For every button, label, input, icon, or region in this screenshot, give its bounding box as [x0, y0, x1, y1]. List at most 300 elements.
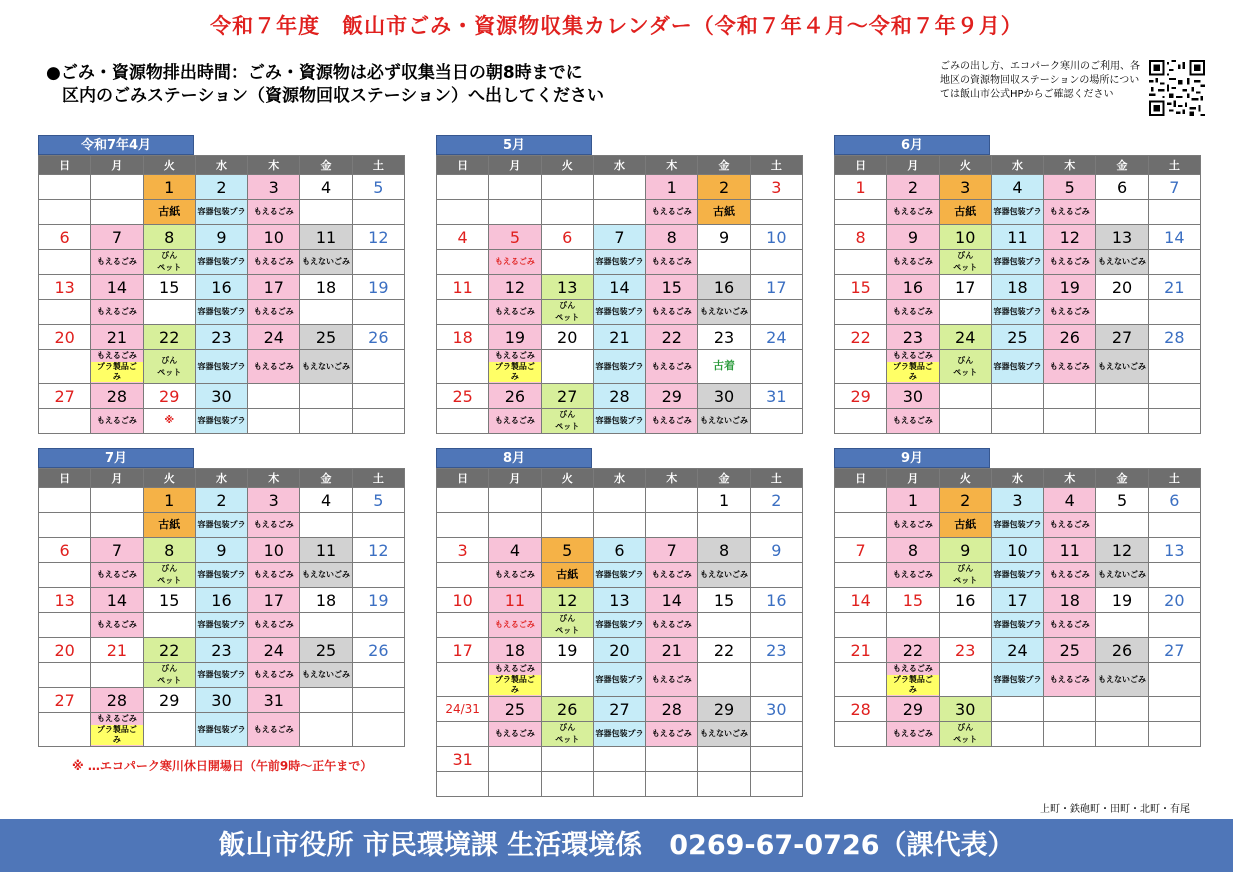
collection-cell — [195, 250, 247, 275]
collection-cell — [750, 250, 802, 275]
empty-cell — [437, 488, 489, 513]
collection-cell — [939, 513, 991, 538]
container-plastic-label: 容器包装プラ — [595, 361, 644, 371]
day-cell — [91, 275, 143, 300]
day-cell — [300, 488, 352, 513]
day-cell — [300, 175, 352, 200]
collection-cell — [195, 300, 247, 325]
collection-cell — [646, 200, 698, 225]
day-cell — [352, 488, 404, 513]
bottles-label: びん — [161, 355, 178, 365]
collection-cell — [39, 613, 91, 638]
day-number: 18 — [315, 277, 337, 297]
footnote: ※ …エコパーク寒川休日開場日（午前9時～正午まで） — [72, 759, 373, 773]
day-number: 9 — [907, 227, 919, 247]
empty-cell — [489, 747, 541, 772]
month-tab: 6月 — [834, 135, 990, 155]
day-cell — [1148, 275, 1200, 300]
collection-cell — [646, 409, 698, 434]
day-cell — [991, 275, 1043, 300]
collection-cell — [437, 300, 489, 325]
day-number: 14 — [106, 277, 128, 297]
day-cell — [541, 325, 593, 350]
day-cell — [1096, 588, 1148, 613]
day-number: 2 — [718, 177, 730, 197]
day-cell — [593, 225, 645, 250]
collection-cell — [541, 409, 593, 434]
month-table — [38, 155, 405, 434]
day-cell — [91, 588, 143, 613]
day-number: 29 — [159, 386, 180, 406]
collection-cell — [39, 713, 91, 747]
collection-cell — [939, 250, 991, 275]
empty-cell — [541, 175, 593, 200]
empty-cell — [1096, 722, 1148, 747]
weekday-header: 土 — [750, 469, 802, 488]
weekday-header: 土 — [750, 156, 802, 175]
day-number: 31 — [263, 690, 284, 710]
day-cell — [887, 175, 939, 200]
collection-cell — [593, 250, 645, 275]
weekday-header: 土 — [1148, 156, 1200, 175]
container-plastic-label: 容器包装プラ — [993, 570, 1042, 579]
collection-cell — [698, 563, 750, 588]
label-row — [39, 409, 405, 434]
empty-cell — [541, 488, 593, 513]
collection-cell — [489, 300, 541, 325]
collection-cell — [593, 300, 645, 325]
empty-cell — [939, 409, 991, 434]
day-cell — [750, 488, 802, 513]
bottles-label: びん — [559, 723, 576, 732]
day-cell — [248, 275, 300, 300]
collection-cell — [750, 513, 802, 538]
day-cell — [835, 638, 887, 663]
day-cell — [750, 384, 802, 409]
day-cell — [887, 225, 939, 250]
day-number: 16 — [902, 277, 924, 297]
weekday-header: 土 — [352, 156, 404, 175]
label-row — [437, 250, 803, 275]
day-number: 21 — [661, 640, 682, 660]
day-number: 24 — [955, 327, 976, 347]
collection-cell — [698, 250, 750, 275]
day-number: 6 — [614, 540, 625, 560]
day-cell — [352, 588, 404, 613]
day-number: 15 — [159, 277, 180, 297]
day-number: 30 — [955, 699, 976, 719]
collection-cell — [39, 250, 91, 275]
month-calendar — [38, 448, 405, 747]
month-table — [834, 155, 1201, 434]
weekday-header-row — [39, 469, 405, 488]
day-cell — [1044, 588, 1096, 613]
day-number: 3 — [1012, 490, 1023, 510]
container-plastic-label: 容器包装プラ — [993, 207, 1042, 216]
label-row — [437, 722, 803, 747]
collection-cell — [991, 663, 1043, 697]
day-number: 24/31 — [445, 702, 480, 716]
plastic-products-label: プラ製品ごみ — [489, 675, 540, 695]
day-number: 16 — [211, 590, 232, 610]
collection-cell — [991, 250, 1043, 275]
collection-cell — [750, 663, 802, 697]
day-cell — [939, 225, 991, 250]
collection-cell — [887, 613, 939, 638]
pet-label: ペット — [157, 263, 182, 272]
burnable-label: もえるごみ — [494, 351, 535, 360]
day-cell — [91, 538, 143, 563]
collection-cell — [593, 409, 645, 434]
day-number: 29 — [713, 699, 735, 719]
weekday-header-row — [437, 469, 803, 488]
day-number: 17 — [1007, 590, 1028, 610]
day-cell — [1044, 488, 1096, 513]
container-plastic-label: 容器包装プラ — [197, 416, 246, 425]
day-cell — [541, 638, 593, 663]
day-number: 27 — [557, 386, 578, 406]
day-number: 27 — [54, 690, 75, 710]
weekday-header: 木 — [248, 156, 300, 175]
bottles-label: びん — [559, 301, 576, 310]
day-number: 15 — [850, 277, 871, 297]
month-table — [38, 468, 405, 747]
day-cell — [489, 697, 541, 722]
container-plastic-label: 容器包装プラ — [197, 724, 246, 734]
collection-cell — [939, 722, 991, 747]
date-row — [39, 384, 405, 409]
day-cell — [698, 538, 750, 563]
day-number: 28 — [850, 699, 871, 719]
old-clothes-label: 古着 — [713, 359, 736, 372]
day-cell — [1148, 538, 1200, 563]
empty-cell — [1096, 384, 1148, 409]
collection-cell — [991, 563, 1043, 588]
day-cell — [437, 638, 489, 663]
day-cell — [646, 697, 698, 722]
day-number: 16 — [766, 590, 787, 610]
day-cell — [300, 538, 352, 563]
container-plastic-label: 容器包装プラ — [993, 307, 1042, 316]
collection-cell — [698, 300, 750, 325]
collection-cell — [750, 200, 802, 225]
collection-cell — [593, 350, 645, 384]
day-number: 26 — [1111, 640, 1133, 660]
collection-cell — [887, 300, 939, 325]
day-number: 17 — [955, 277, 976, 297]
day-number: 5 — [373, 490, 384, 510]
burnable-label: もえるごみ — [96, 620, 137, 629]
weekday-header: 金 — [1096, 469, 1148, 488]
day-number: 7 — [855, 540, 866, 560]
collection-cell — [646, 300, 698, 325]
empty-cell — [593, 513, 645, 538]
bottles-label: びん — [957, 723, 974, 732]
collection-cell — [887, 563, 939, 588]
day-number: 14 — [850, 590, 871, 610]
collection-cell — [698, 200, 750, 225]
day-cell — [352, 225, 404, 250]
day-number: 4 — [509, 540, 521, 560]
weekday-header: 火 — [939, 156, 991, 175]
day-cell — [887, 588, 939, 613]
day-cell — [489, 384, 541, 409]
day-cell — [143, 175, 195, 200]
collection-cell — [698, 409, 750, 434]
day-cell — [1148, 488, 1200, 513]
empty-cell — [91, 175, 143, 200]
day-number: 28 — [1164, 327, 1185, 347]
nonburnable-label: もえないごみ — [302, 670, 351, 679]
day-number: 24 — [1007, 640, 1028, 660]
date-row — [437, 325, 803, 350]
collection-cell — [541, 250, 593, 275]
day-number: 22 — [661, 327, 682, 347]
day-number: 11 — [315, 540, 337, 560]
nonburnable-label: もえないごみ — [1098, 674, 1147, 684]
collection-cell — [939, 300, 991, 325]
day-cell — [835, 538, 887, 563]
day-cell — [437, 747, 489, 772]
day-cell — [1148, 638, 1200, 663]
weekday-header: 火 — [939, 469, 991, 488]
empty-cell — [1148, 697, 1200, 722]
label-row — [437, 300, 803, 325]
collection-cell — [143, 513, 195, 538]
weekday-header-row — [835, 469, 1201, 488]
plastic-products-label: プラ製品ごみ — [91, 362, 142, 382]
day-number: 1 — [164, 490, 175, 510]
month-table — [834, 468, 1201, 747]
burnable-label: もえるごみ — [96, 416, 137, 425]
weekday-header: 金 — [300, 156, 352, 175]
day-cell — [352, 638, 404, 663]
month-table — [436, 155, 803, 434]
day-number: 3 — [457, 540, 468, 560]
label-row — [437, 200, 803, 225]
weekday-header: 日 — [39, 469, 91, 488]
day-cell — [991, 488, 1043, 513]
collection-cell — [489, 613, 541, 638]
collection-cell — [1096, 513, 1148, 538]
date-row — [39, 225, 405, 250]
collection-cell — [300, 300, 352, 325]
burnable-label: もえるごみ — [253, 361, 294, 371]
day-cell — [1148, 325, 1200, 350]
day-number: 27 — [1111, 327, 1133, 347]
label-row — [437, 613, 803, 638]
date-row — [437, 225, 803, 250]
burnable-label: もえるごみ — [1049, 207, 1090, 216]
collection-cell — [39, 409, 91, 434]
day-cell — [1044, 325, 1096, 350]
empty-cell — [300, 713, 352, 747]
day-number: 24 — [263, 327, 284, 347]
date-row — [835, 275, 1201, 300]
collection-cell — [437, 663, 489, 697]
day-number: 4 — [320, 490, 332, 510]
day-cell — [143, 384, 195, 409]
collection-cell — [1096, 663, 1148, 697]
day-cell — [646, 538, 698, 563]
day-cell — [646, 175, 698, 200]
plastic-products-label: プラ製品ごみ — [91, 725, 142, 745]
day-number: 11 — [1059, 540, 1080, 560]
day-number: 5 — [1064, 177, 1075, 197]
date-row — [835, 225, 1201, 250]
day-number: 23 — [766, 640, 787, 660]
empty-cell — [91, 488, 143, 513]
collection-cell — [698, 613, 750, 638]
day-number: 9 — [771, 540, 782, 560]
collection-cell — [750, 563, 802, 588]
day-cell — [939, 538, 991, 563]
bottles-label: びん — [161, 564, 178, 573]
day-cell — [91, 325, 143, 350]
collection-cell — [1096, 350, 1148, 384]
day-number: 14 — [661, 590, 682, 610]
collection-cell — [1148, 250, 1200, 275]
day-number: 28 — [106, 386, 128, 406]
collection-cell — [195, 350, 247, 384]
collection-cell — [143, 300, 195, 325]
day-cell — [1044, 538, 1096, 563]
day-cell — [541, 275, 593, 300]
collection-cell — [91, 563, 143, 588]
day-number: 14 — [106, 590, 128, 610]
collection-cell — [300, 350, 352, 384]
collection-cell — [1148, 513, 1200, 538]
empty-cell — [1148, 384, 1200, 409]
pet-label: ペット — [555, 422, 580, 431]
collection-cell — [939, 563, 991, 588]
collection-cell — [300, 613, 352, 638]
day-number: 26 — [504, 386, 526, 406]
collection-cell — [835, 250, 887, 275]
day-cell — [143, 588, 195, 613]
day-number: 25 — [1059, 640, 1080, 660]
day-cell — [489, 538, 541, 563]
day-cell — [39, 225, 91, 250]
collection-cell — [593, 613, 645, 638]
day-number: 12 — [1111, 540, 1133, 560]
burnable-label: もえるごみ — [651, 729, 692, 738]
burnable-label: もえるごみ — [892, 416, 933, 425]
qr-code-icon[interactable] — [1149, 60, 1205, 116]
bottles-label: びん — [957, 564, 974, 573]
collection-cell — [1096, 613, 1148, 638]
day-cell — [835, 225, 887, 250]
weekday-header: 火 — [541, 156, 593, 175]
day-cell — [646, 638, 698, 663]
day-cell — [939, 275, 991, 300]
collection-cell — [195, 713, 247, 747]
collection-cell — [887, 409, 939, 434]
day-cell — [593, 697, 645, 722]
day-number: 19 — [368, 277, 389, 297]
day-cell — [991, 225, 1043, 250]
collection-cell — [195, 409, 247, 434]
weekday-header: 月 — [489, 469, 541, 488]
day-cell — [835, 697, 887, 722]
date-row — [437, 697, 803, 722]
burnable-label: もえるごみ — [1049, 674, 1090, 684]
collection-cell — [195, 613, 247, 638]
day-cell — [593, 384, 645, 409]
day-cell — [991, 588, 1043, 613]
month-tab: 8月 — [436, 448, 592, 468]
day-number: 22 — [902, 640, 924, 660]
day-cell — [248, 688, 300, 713]
collection-cell — [352, 613, 404, 638]
empty-cell — [698, 747, 750, 772]
date-row — [437, 588, 803, 613]
day-number: 29 — [159, 690, 180, 710]
empty-cell — [835, 513, 887, 538]
collection-cell — [143, 663, 195, 688]
day-cell — [39, 384, 91, 409]
empty-cell — [352, 384, 404, 409]
label-row — [835, 613, 1201, 638]
collection-cell — [1044, 613, 1096, 638]
burnable-label: もえるごみ — [253, 670, 294, 679]
collection-cell — [195, 563, 247, 588]
day-cell — [143, 225, 195, 250]
day-number: 5 — [1116, 490, 1128, 510]
empty-cell — [698, 772, 750, 797]
day-number: 9 — [718, 227, 730, 247]
day-number: 2 — [960, 490, 971, 510]
label-row — [437, 409, 803, 434]
burnable-label: もえるごみ — [892, 520, 933, 529]
day-number: 20 — [1111, 277, 1133, 297]
disposal-notice — [46, 62, 604, 108]
day-number: 14 — [609, 277, 630, 297]
date-row — [437, 747, 803, 772]
day-cell — [352, 538, 404, 563]
day-number: 9 — [216, 540, 227, 560]
weekday-header: 月 — [91, 156, 143, 175]
empty-cell — [541, 513, 593, 538]
label-row — [835, 200, 1201, 225]
collection-cell — [835, 613, 887, 638]
burnable-label: もえるごみ — [651, 570, 692, 579]
day-cell — [437, 384, 489, 409]
day-cell — [437, 538, 489, 563]
day-number: 10 — [452, 590, 473, 610]
weekday-header: 火 — [541, 469, 593, 488]
collection-cell — [489, 722, 541, 747]
day-cell — [991, 325, 1043, 350]
day-cell — [698, 697, 750, 722]
container-plastic-label: 容器包装プラ — [197, 620, 246, 629]
weekday-header: 月 — [489, 156, 541, 175]
day-cell — [1096, 325, 1148, 350]
day-number: 5 — [509, 227, 521, 247]
day-cell — [750, 175, 802, 200]
empty-cell — [248, 384, 300, 409]
pet-label: ペット — [953, 576, 978, 585]
label-row — [39, 663, 405, 688]
collection-cell — [991, 613, 1043, 638]
collection-cell — [698, 513, 750, 538]
day-number: 16 — [713, 277, 735, 297]
collection-cell — [991, 513, 1043, 538]
day-number: 12 — [368, 227, 389, 247]
day-cell — [143, 325, 195, 350]
day-number: 15 — [902, 590, 924, 610]
collection-cell — [991, 300, 1043, 325]
